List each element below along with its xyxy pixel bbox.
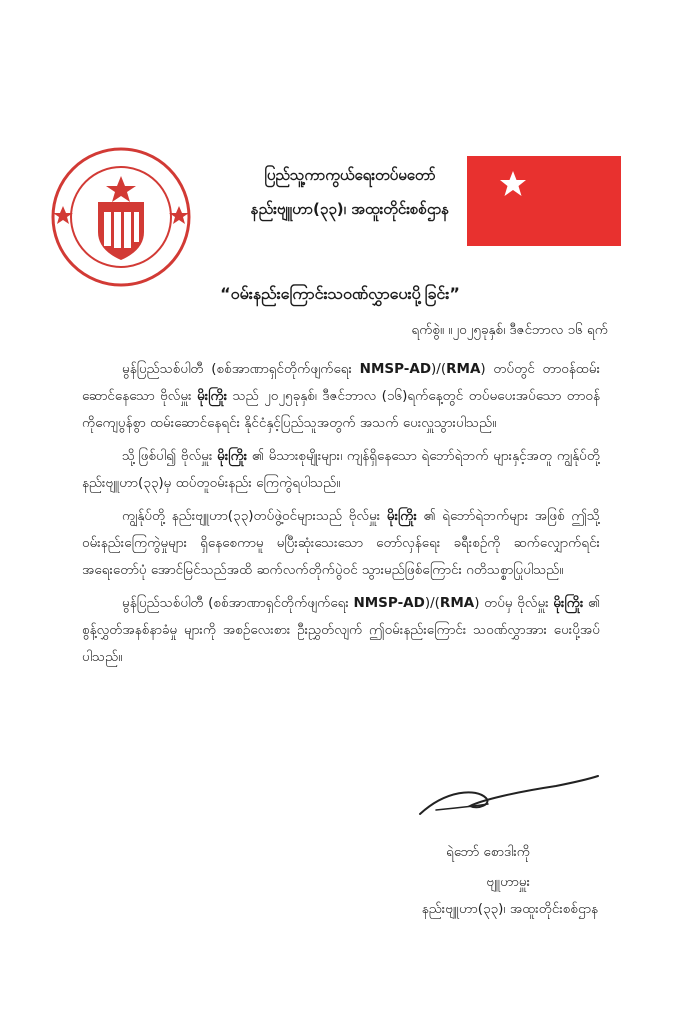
paragraph-1: မွန်ပြည်သစ်ပါတီ (စစ်အာဏာရှင်တိုက်ဖျက်ရေး NMSP-AD)/(RMA) တပ်တွင် တာဝန်ထမ်းဆောင်နေသော ဗိုလ်မှူး မိုးကြိုး သည် ၂၀၂၅ခုနှစ်၊ ဒီဇင်ဘာလ (၁၆)ရက်နေ့တွင် တပ်မပေးအပ်သော တာဝန်ကိုကျေပွန်စွာ ထမ်းဆောင်နေရင်း နိုင်ငံနှင့်ပြည်သူအတွက် အသက် ပေးလှူသွားပါသည်။: [82, 361, 600, 431]
letter-date: ရက်စွဲ။ ။၂၀၂၅ခုနှစ်၊ ဒီဇင်ဘာလ ၁၆ ရက်: [411, 322, 608, 338]
paragraph-2: သို့ဖြစ်ပါ၍ ဗိုလ်မှူး မိုးကြိုး ၏ မိသားစုမျိုးများ၊ ကျန်ရှိနေသော ရဲဘော်ရဲဘက် များနှင့်အတူ ကျွန်ုပ်တို့ နည်းဗျူဟာ(၃၃)မှ ထပ်တူဝမ်းနည်း ကြေကွဲရပါသည်။: [82, 448, 600, 491]
org-unit: နည်းဗျူဟာ(၃၃)၊ အထူးတိုင်းစစ်ဌာန: [250, 200, 450, 218]
paragraph-4: မွန်ပြည်သစ်ပါတီ (စစ်အာဏာရှင်တိုက်ဖျက်ရေး NMSP-AD)/(RMA) တပ်မှ ဗိုလ်မှူး မိုးကြိုး ၏ စွန့်လွှတ်အနစ်နာခံမှု များကို အစဉ်လေးစား ဦးညွှတ်လျက် ဤဝမ်းနည်းကြောင်း သဝဏ်လွှာအား ပေးပို့အပ်ပါသည်။: [82, 595, 600, 665]
red-flag: [467, 156, 621, 246]
signer-title: ဗျူဟာမှူး: [486, 874, 530, 890]
unit-seal: [50, 146, 192, 288]
letter-body: [82, 356, 600, 677]
org-name: ပြည်သူ့ကာကွယ်ရေးတပ်မတော်: [264, 166, 436, 184]
letter-subject: “ဝမ်းနည်းကြောင်းသဝဏ်လွှာပေးပို့ခြင်း”: [220, 284, 460, 303]
star-icon: [499, 170, 527, 198]
paragraph-3: ကျွန်ုပ်တို့ နည်းဗျူဟာ(၃၃)တပ်ဖွဲ့ဝင်များသည် ဗိုလ်မှူး မိုးကြိုး ၏ ရဲဘော်ရဲဘက်များ အဖြစ် ဤသို့ ဝမ်းနည်းကြေကွဲမှုများ ရှိနေစေကာမူ မပြီးဆုံးသေးသော တော်လှန်ရေး ခရီးစဉ်ကို ဆက်လျှောက်ရင်း အရေးတော်ပုံ အောင်မြင်သည်အထိ ဆက်လက်တိုက်ပွဲဝင် သွားမည်ဖြစ်ကြောင်း ဂတိသစ္စာပြုပါသည်။: [82, 508, 600, 578]
signer-name: ရဲဘော် စောဒါးကို: [446, 844, 530, 860]
handwritten-signature: [416, 770, 602, 830]
signer-org: နည်းဗျူဟာ(၃၃)၊ အထူးတိုင်းစစ်ဌာန: [421, 901, 598, 917]
